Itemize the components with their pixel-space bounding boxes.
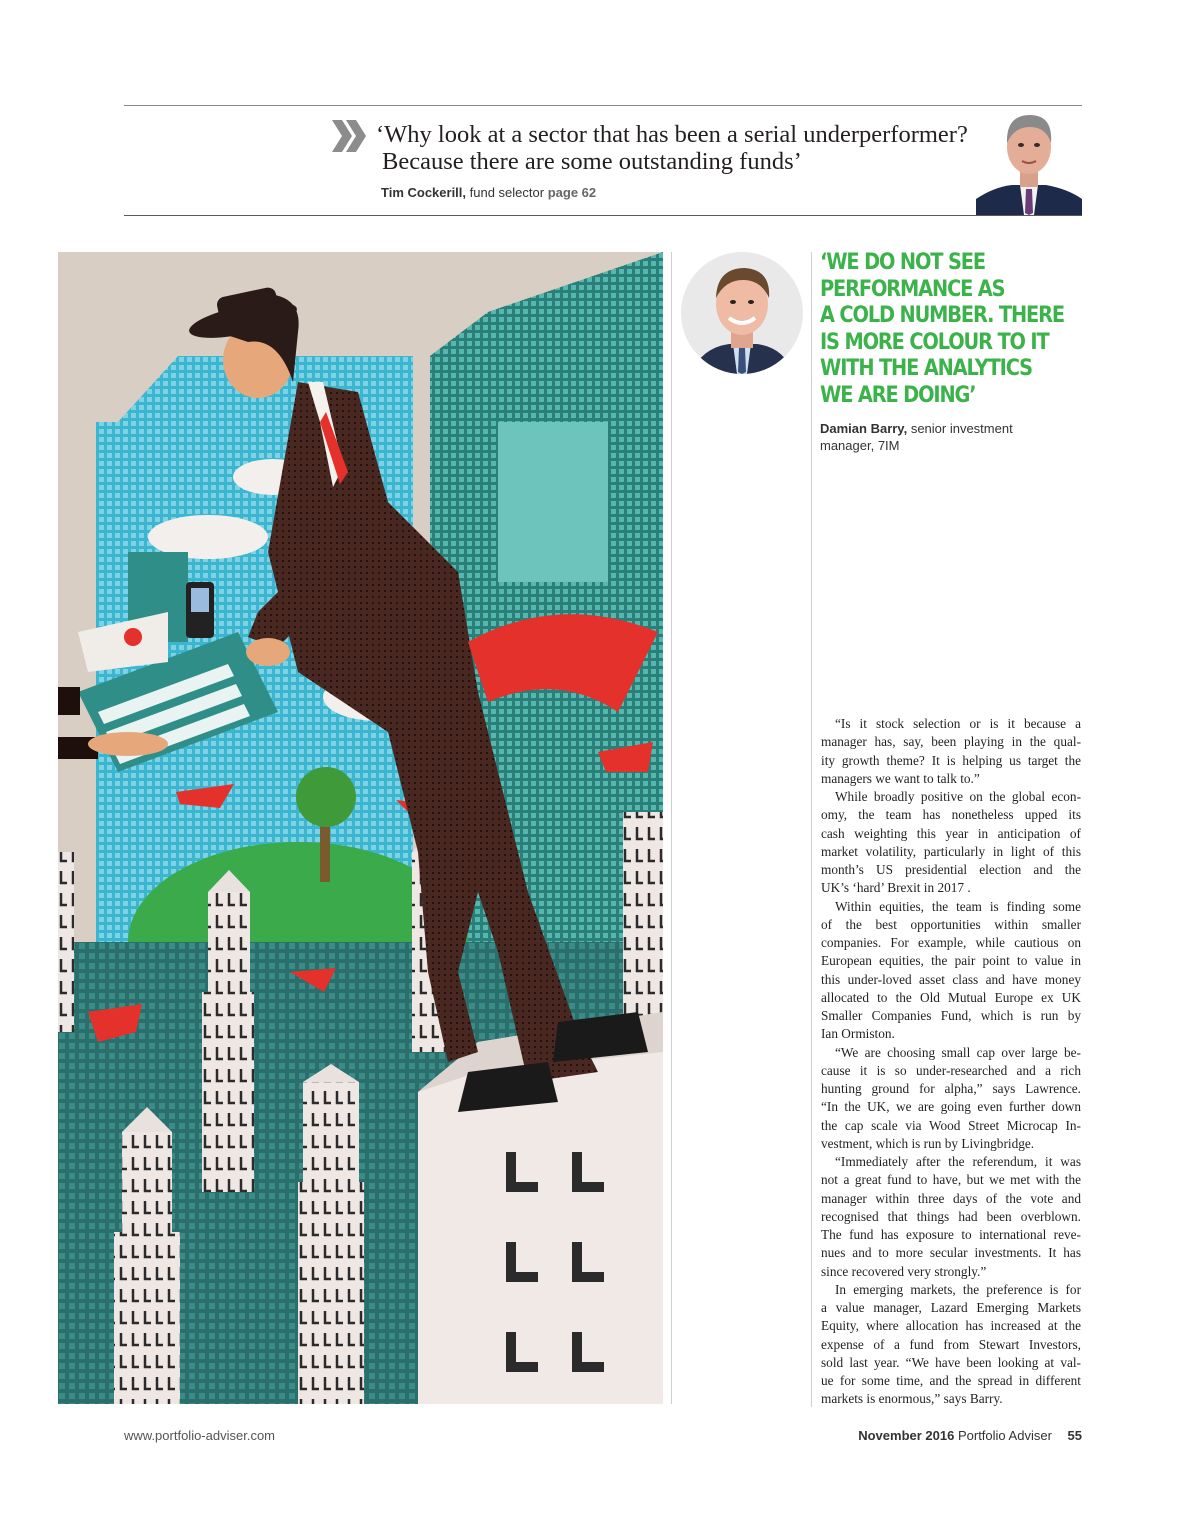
page-number: 55 (1067, 1428, 1082, 1443)
body-line: Within equities, the team is finding some (835, 898, 1081, 914)
footer-date: November 2016 (858, 1428, 955, 1443)
body-line: ity growth theme? It is helping us target the (821, 752, 1081, 768)
body-line: Equity, where allocation has increased at the (821, 1318, 1081, 1334)
body-line: ue for some time, and the spread in different (821, 1373, 1081, 1388)
body-line: nues and to more secular investments. It has (821, 1245, 1081, 1261)
body-line: “In the UK, we are going even further down (821, 1099, 1081, 1115)
sidebar-quote-role: senior investment (910, 421, 1013, 436)
body-line: managers we want to talk to.” (821, 770, 980, 786)
pull-quote-credit (381, 185, 596, 200)
body-line: While broadly positive on the global econ- (835, 789, 1081, 804)
sidebar-quote-line: ‘WE DO NOT SEE (820, 250, 985, 275)
footer-url[interactable]: www.portfolio-adviser.com (124, 1428, 275, 1443)
damian-barry-photo (681, 252, 803, 374)
sidebar-quote-role: manager, 7IM (820, 438, 900, 453)
body-line: the cap scale via Wood Street Microcap In- (821, 1117, 1081, 1133)
body-line: Ian Ormiston. (821, 1026, 895, 1042)
body-line: a value manager, Lazard Emerging Markets (821, 1300, 1081, 1315)
footer-publication: Portfolio Adviser (957, 1428, 1052, 1443)
body-line: In emerging markets, the preference is for (835, 1281, 1081, 1297)
double-chevron-icon (332, 118, 368, 154)
body-line: cash weighting this year in anticipation of (821, 825, 1081, 841)
body-line: this under-loved asset class and have money (821, 971, 1081, 987)
pull-quote-author: Tim Cockerill, (381, 185, 467, 200)
body-line: manager has, say, been playing in the qual- (821, 734, 1081, 750)
body-line: month’s US presidential election and the (821, 862, 1081, 877)
body-line: “We are choosing small cap over large be- (835, 1044, 1081, 1060)
sidebar-quote-line: WITH THE ANALYTICS (820, 356, 1032, 381)
pull-quote (376, 121, 996, 175)
sidebar-quote-line: PERFORMANCE AS (820, 276, 1005, 302)
sidebar-quote-line: IS MORE COLOUR TO IT (820, 329, 1049, 355)
pull-quote-line: ‘Why look at a sector that has been a serial underperformer? (376, 121, 968, 148)
body-line: cause it is so under-researched and a rich (821, 1062, 1081, 1078)
body-line: markets is enormous,” says Barry. (821, 1391, 1003, 1407)
sidebar-quote-line: WE ARE DOING’ (820, 382, 976, 408)
body-line: sold last year. “We have been looking at val- (821, 1354, 1081, 1370)
top-rule (124, 105, 1082, 106)
column-divider (671, 252, 672, 1404)
body-line: Smaller Companies Fund, which is run by (821, 1008, 1081, 1023)
body-line: The fund has exposure to international reve- (821, 1227, 1081, 1242)
body-line: recognised that things had been overblown. (821, 1208, 1081, 1224)
body-line: “Is it stock selection or is it because a (835, 716, 1081, 731)
article-body (821, 715, 1081, 1409)
body-line: expense of a fund from Stewart Investors, (821, 1336, 1081, 1352)
column-divider (811, 252, 812, 1407)
body-line: omy, the team has nonetheless upped its (821, 807, 1081, 823)
body-line: manager within three days of the vote and (821, 1190, 1081, 1206)
businessman-skyline-illustration (58, 252, 663, 1404)
body-line: not a great fund to have, but we met with the (821, 1172, 1081, 1188)
body-line: companies. For example, while cautious on (821, 935, 1081, 950)
pull-quote-role: fund selector (469, 185, 545, 200)
sidebar-quote-author: Damian Barry, (820, 421, 908, 436)
sidebar-quote (820, 250, 1064, 409)
body-line: of the best opportunities within smaller (821, 916, 1081, 932)
body-line: hunting ground for alpha,” says Lawrence. (821, 1081, 1081, 1096)
body-line: market volatility, particularly in light of this (821, 843, 1081, 859)
sidebar-quote-line: A COLD NUMBER. THERE (820, 303, 1064, 328)
sidebar-quote-credit (820, 420, 1050, 454)
body-line: European equities, the pair point to value in (821, 953, 1081, 969)
body-line: UK’s ‘hard’ Brexit in 2017 . (821, 880, 971, 896)
body-line: since recovered very strongly.” (821, 1263, 987, 1279)
pull-quote-page-ref: page 62 (547, 185, 597, 200)
body-line: vestment, which is run by Livingbridge. (821, 1135, 1035, 1151)
bottom-rule (124, 215, 1082, 216)
tim-cockerill-photo (976, 107, 1082, 215)
body-line: “Immediately after the referendum, it was (835, 1154, 1081, 1169)
body-line: allocated to the Old Mutual Europe ex UK (821, 989, 1081, 1005)
footer-folio (858, 1428, 1082, 1443)
pull-quote-line: Because there are some outstanding funds’ (382, 148, 802, 175)
